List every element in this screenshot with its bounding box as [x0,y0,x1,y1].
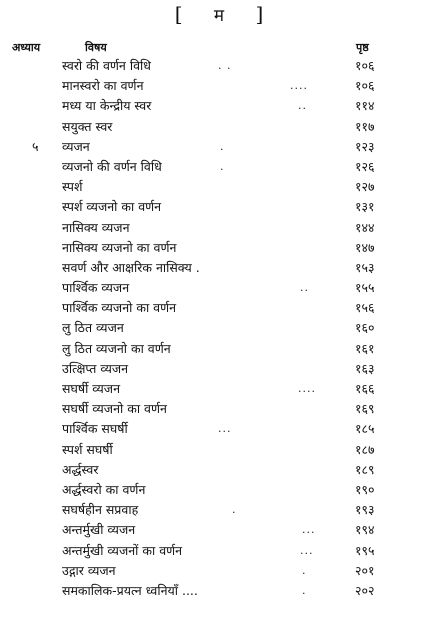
toc-entry [0,460,440,480]
toc-entry-leader: . [302,563,307,577]
toc-entry-title: समकालिक-प्रयत्न ध्वनियाँ .... [62,582,198,598]
toc-entry-leader: . [232,503,237,517]
toc-entry-page: २०२ [355,582,375,598]
table-of-contents [0,56,440,601]
toc-entry [0,440,440,460]
toc-entry-title: नासिक्य व्यजनो का वर्णन [62,239,177,255]
toc-entry-leader: .... [290,79,308,93]
toc-entry [0,258,440,278]
left-bracket: [ [174,2,185,26]
toc-entry [0,339,440,359]
toc-entry-title: सवर्ण और आक्षरिक नासिक्य . [62,259,200,275]
toc-entry-page: १६१ [355,340,375,356]
toc-entry-title: सघर्षी व्यजन [62,381,121,396]
header-chapter: अध्याय [12,41,41,54]
toc-entry-page: १५३ [355,259,375,275]
toc-entry-title: अर्द्धस्वर [62,461,99,477]
toc-entry [0,500,440,520]
toc-entry-page: १०६ [355,58,375,73]
toc-entry-leader: .. [298,99,307,113]
toc-entry-chapter: ५ [32,138,39,154]
toc-entry-page: १५५ [355,280,375,296]
toc-entry-leader: . [220,139,225,153]
toc-entry-title: स्पर्श व्यजनो का वर्णन [62,199,162,215]
toc-entry-page: १२३ [355,138,375,154]
toc-entry [0,541,440,561]
toc-entry [0,480,440,500]
toc-entry-page: १०६ [355,78,375,94]
toc-entry-page: १२७ [355,179,375,195]
toc-entry-page: १४४ [355,219,375,235]
toc-entry-leader: ... [300,543,314,557]
toc-entry [0,581,440,601]
toc-entry [0,76,440,96]
toc-entry-title: स्वरो की वर्णन विधि [62,58,151,73]
toc-entry-title: उद्गार व्यजन [62,562,116,578]
toc-header [0,40,440,56]
toc-entry-title: व्यजन [62,138,90,154]
toc-entry [0,399,440,419]
toc-entry [0,96,440,116]
toc-entry-leader: ... [218,422,232,436]
toc-entry-page: १३१ [355,199,375,215]
toc-entry [0,561,440,581]
toc-entry [0,359,440,379]
toc-entry [0,197,440,217]
toc-entry-title: अन्तर्मुखी व्यजनों का वर्णन [62,542,183,558]
toc-entry-page: ११४ [355,98,375,114]
toc-entry-title: पार्श्विक सघर्षी [62,421,128,437]
toc-entry-title: लु ठित व्यजनो का वर्णन [62,340,171,356]
toc-entry-page: १६० [355,320,375,336]
page-marker [0,2,440,26]
toc-entry-leader: .... [298,382,316,395]
toc-entry [0,278,440,298]
toc-entry-page: १९४ [355,522,375,538]
toc-entry-title: मानस्वरो का वर्णन [62,78,144,94]
toc-entry-page: १८७ [355,441,375,457]
header-page: पृष्ठ [356,41,369,54]
toc-entry [0,318,440,338]
toc-entry-title: सघर्षहीन सप्रवाह [62,502,139,518]
toc-entry-title: स्पर्श सघर्षी [62,441,113,457]
toc-entry [0,56,440,76]
page-marker-letter: म [213,6,227,26]
toc-entry-title: अन्तर्मुखी व्यजन [62,522,136,538]
toc-entry-page: १४७ [355,239,375,255]
toc-entry-leader: . [220,159,225,173]
toc-entry [0,298,440,318]
toc-entry-title: अर्द्धस्वरो का वर्णन [62,481,146,497]
toc-entry-leader: . [302,583,307,597]
toc-entry-page: ११७ [355,118,375,134]
toc-entry-title: उत्क्षिप्त व्यजन [62,360,129,376]
header-subject: विषय [85,41,107,54]
toc-entry-leader: ... [302,523,316,537]
toc-entry-page: १६६ [355,381,375,396]
toc-entry-page: १२६ [355,158,375,174]
toc-entry [0,177,440,197]
toc-entry-title: पार्श्विक व्यजनो का वर्णन [62,300,177,316]
toc-entry-title: स्पर्श [62,179,83,195]
toc-entry-page: १६९ [355,401,375,417]
toc-entry [0,218,440,238]
toc-entry-page: १९३ [355,502,375,518]
toc-entry [0,238,440,258]
toc-entry-leader: . . [218,59,232,72]
toc-entry-page: २०१ [355,562,375,578]
toc-entry [0,137,440,157]
toc-entry-page: १६३ [355,360,375,376]
toc-entry [0,117,440,137]
toc-entry-title: व्यजनो की वर्णन विधि [62,158,162,174]
toc-entry [0,520,440,540]
toc-entry-page: १५६ [355,300,375,316]
toc-entry-page: १९५ [355,542,375,558]
toc-entry-title: पार्श्विक व्यजन [62,280,130,296]
toc-entry-title: नासिक्य व्यजन [62,219,130,235]
right-bracket: ] [255,2,266,26]
toc-entry-title: लु ठित व्यजन [62,320,124,336]
toc-entry [0,379,440,399]
toc-entry [0,157,440,177]
toc-entry-title: सयुक्त स्वर [62,118,113,134]
toc-entry-title: मध्य या केन्द्रीय स्वर [62,98,152,114]
toc-entry-title: सघर्षी व्यजनो का वर्णन [62,401,167,417]
toc-entry [0,419,440,439]
toc-entry-page: १८९ [355,461,375,477]
toc-entry-page: १९० [355,481,375,497]
toc-entry-page: १८५ [355,421,375,437]
toc-entry-leader: .. [300,281,309,295]
